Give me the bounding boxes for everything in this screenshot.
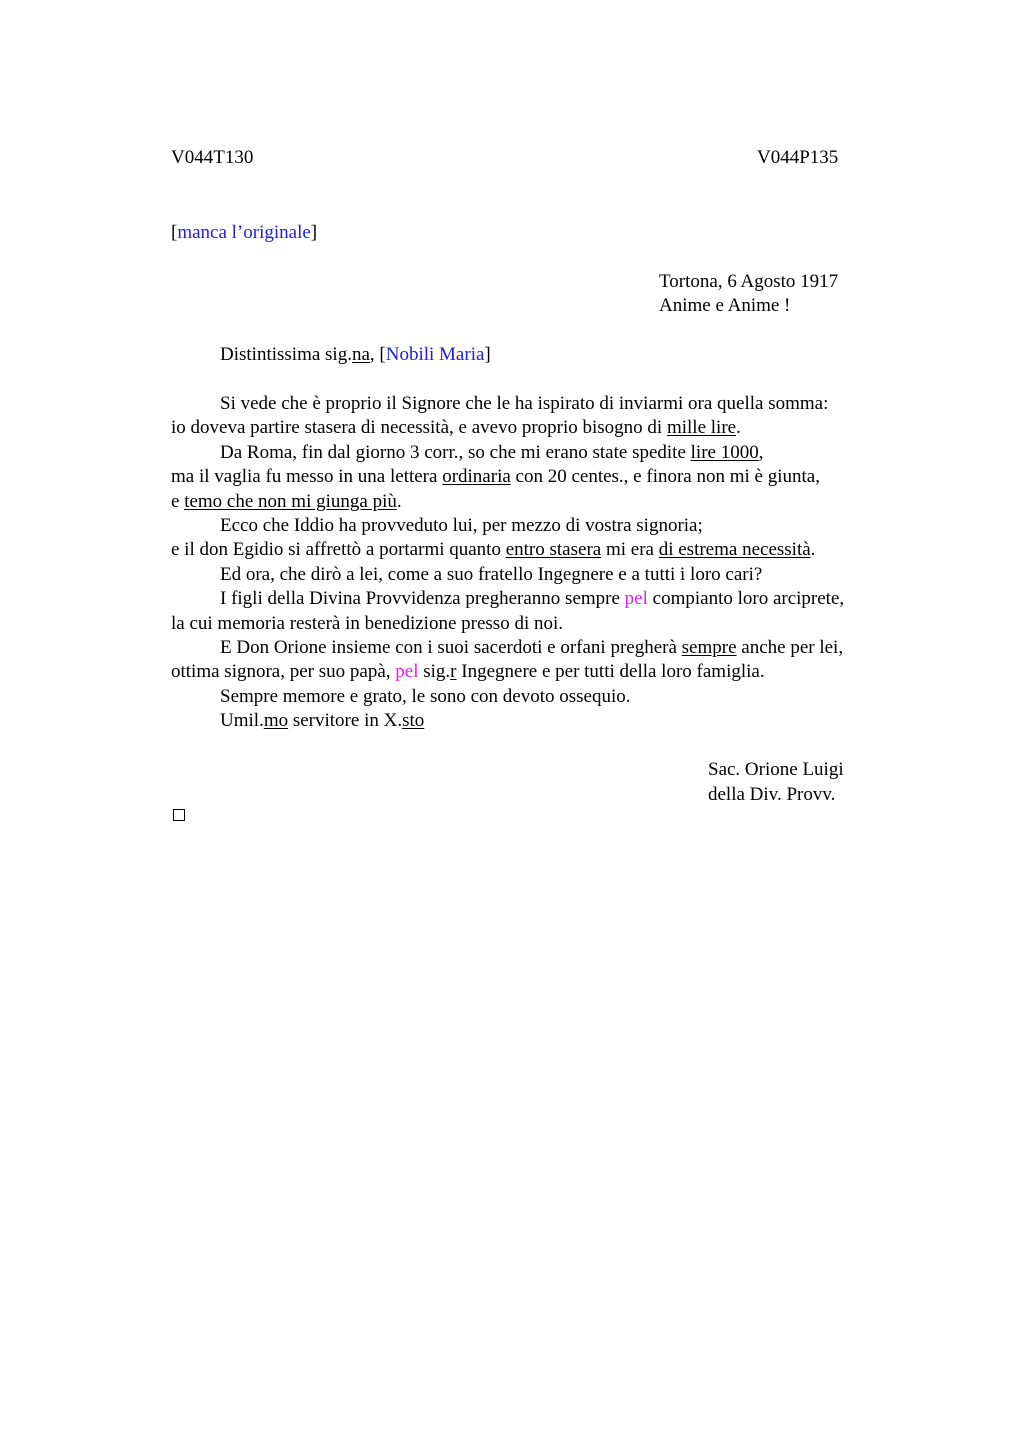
- body-line: I figli della Divina Provvidenza pregheranno sempre pel compianto loro arciprete,: [220, 588, 845, 609]
- end-marker-box: [173, 809, 185, 821]
- salutation: Distintissima sig.na, [Nobili Maria]: [220, 344, 491, 365]
- editorial-note-text: manca l’originale: [177, 222, 311, 243]
- recipient-name: Nobili Maria: [385, 344, 485, 365]
- body-line: Si vede che è proprio il Signore che le ha ispirato di inviarmi ora quella somma:: [220, 393, 829, 414]
- place-date: Tortona, 6 Agosto 1917: [659, 271, 839, 292]
- body-line: Ed ora, che dirò a lei, come a suo fratello Ingegnere e a tutti i loro cari?: [220, 564, 763, 585]
- body-line: Sempre memore e grato, le sono con devoto ossequio.: [220, 686, 631, 707]
- body-line: Da Roma, fin dal giorno 3 corr., so che mi erano state spedite lire 1000,: [220, 442, 764, 463]
- body-line: ma il vaglia fu messo in una lettera ordinaria con 20 centes., e finora non mi è giunta,: [171, 466, 820, 487]
- document-code-left: V044T130: [171, 147, 254, 168]
- body-line: e temo che non mi giunga più.: [171, 491, 402, 512]
- body-line: io doveva partire stasera di necessità, e avevo proprio bisogno di mille lire.: [171, 417, 741, 438]
- signature-title: della Div. Provv.: [708, 784, 836, 805]
- document-code-right: V044P135: [757, 147, 839, 168]
- signature-name: Sac. Orione Luigi: [708, 759, 844, 780]
- body-line: ottima signora, per suo papà, pel sig.r Ingegnere e per tutti della loro famiglia.: [171, 661, 765, 682]
- body-line: la cui memoria resterà in benedizione presso di noi.: [171, 613, 564, 634]
- motto: Anime e Anime !: [659, 295, 791, 316]
- body-line: e il don Egidio si affrettò a portarmi quanto entro stasera mi era di estrema necessità.: [171, 539, 816, 560]
- editorial-note: [manca l’originale]: [171, 222, 318, 243]
- body-line: E Don Orione insieme con i suoi sacerdoti e orfani pregherà sempre anche per lei,: [220, 637, 844, 658]
- body-line: Ecco che Iddio ha provveduto lui, per mezzo di vostra signoria;: [220, 515, 703, 536]
- closing-line: Umil.mo servitore in X.sto: [220, 710, 425, 731]
